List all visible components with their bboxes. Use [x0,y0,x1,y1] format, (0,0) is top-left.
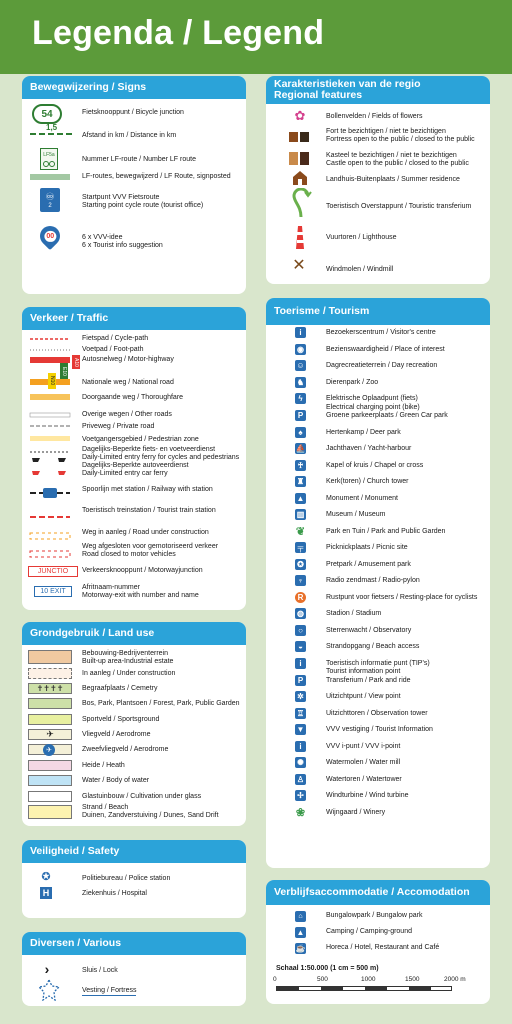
windmill-icon: ✕ [292,257,306,274]
tourism-item-label: Watertoren / Watertower [326,775,402,783]
regional-item: Fortress open to the public / closed to the public [326,136,475,143]
tourism-item-label: Strandopgang / Beach access [326,643,420,650]
tourism-item-label: Groene parkeerplaats / Green Car park [326,412,448,419]
tourism-item-label: Monument / Monument [326,494,398,502]
landuse-card [22,622,246,826]
landuse-item: In aanleg / Under construction [82,670,176,677]
traffic-item: Priveweg / Private road [82,423,155,430]
safety-item: Ziekenhuis / Hospital [82,890,147,897]
junction-label: JUNCTIO [28,566,78,577]
accommodation-item: Horeca / Hotel, Restaurant and Café [326,944,440,951]
lf-signposted-line [30,174,70,180]
landuse-item: Bebouwing-Bedrijventerrein [82,650,168,657]
summer-residence-icon [292,170,308,186]
tourism-item-label: Jachthaven / Yacht-harbour [326,445,412,452]
scale-bar [276,986,452,991]
traffic-item: Spoorlijn met station / Railway with station [82,486,213,493]
wind-turbine-icon: ✢ [294,789,307,802]
beach-swatch [28,805,72,819]
tourism-item-label: Windturbine / Wind turbine [326,792,409,799]
hospital-icon: H [40,887,52,899]
tourism-item-label: Pretpark / Amusement park [326,560,411,568]
scale-tick-label: 0 [273,976,277,983]
traffic-item: Voetgangersgebied / Pedestrian zone [82,436,199,443]
landuse-item: Heide / Heath [82,762,125,769]
signs-title: Bewegwijzering / Signs [22,76,246,99]
deer-park-icon: ♠ [294,426,307,439]
traffic-item: Road closed to motor vehicles [82,551,176,558]
traffic-item: Dagelijks-Beperkte autoveerdienst [82,462,189,469]
cemetery-swatch: ✝✝✝✝ [28,683,72,694]
lf-route-icon [40,148,58,170]
tourism-item-label: VVV vestiging / Tourist Information [326,726,433,733]
suggestion-number: 00 [46,232,54,240]
tourism-item-label: Hertenkamp / Deer park [326,428,401,436]
tourism-item-label: Bezienswaardigheid / Place of interest [326,345,445,353]
accommodation-item: Camping / Camping-ground [326,928,412,935]
distance-number: 1,5 [46,123,58,132]
tourism-item-label: Tourist information point [326,668,401,675]
tourism-item-label: Museum / Museum [326,511,386,518]
tourist-suggestion-icon [36,222,64,250]
traffic-item: Doorgaande weg / Thoroughfare [82,394,184,401]
beach-access-icon: ◒ [294,640,307,653]
traffic-item: Nationale weg / National road [82,379,174,386]
tourism-item-label: Toeristisch informatie punt (TIP's) [326,659,430,667]
tourism-item-label: Park en Tuin / Park and Public Garden [326,527,446,535]
vvv-office-icon: ▼ [296,725,305,734]
traffic-item: Daily-Limited entry ferry for cycles and pedestrians [82,454,240,461]
picnic-icon: ╤ [294,541,307,554]
tourism-item-label: Radio zendmast / Radio-pylon [326,577,420,584]
regional-item: Windmolen / Windmill [326,266,394,273]
signs-item: Startpunt VVV Fietsroute [82,194,160,201]
amusement-park-icon: ✪ [294,558,307,571]
flower-fields-icon: ✿ [294,108,306,123]
various-card [22,932,246,1006]
traffic-item: Fietspad / Cycle-path [82,335,149,342]
regional-item: Vuurtoren / Lighthouse [326,234,397,241]
heath-swatch [28,760,72,771]
regional-card [266,76,490,284]
visitor-centre-icon: i [294,326,307,339]
camping-icon: ▲ [296,928,305,937]
traffic-item: Weg afgesloten voor gemotoriseerd verkeer [82,543,219,550]
radio-pylon-icon: ♆ [294,574,307,587]
aerodrome-swatch: ✈ [28,729,72,740]
tourism-item-label: Dagrecreatieterrein / Day recreation [326,362,438,369]
regional-item: Landhuis-Buitenplaats / Summer residence [326,176,460,183]
various-item: Sluis / Lock [82,967,118,974]
regional-item: Fort te bezichtigen / niet te bezichtigen [326,128,446,135]
greenhouse-swatch [28,791,72,802]
tourism-title: Toerisme / Tourism [266,298,490,325]
tourism-item-label: Dierenpark / Zoo [326,378,379,386]
watermill-icon: ✺ [294,756,307,769]
signs-item: LF-routes, bewegwijzerd / LF Route, signposted [82,173,231,180]
chapel-icon: ♰ [294,459,307,472]
vvv-point-icon: i [294,740,307,753]
regional-item: Kasteel te bezichtigen / niet te bezichtigen [326,152,457,159]
water-tower-icon: ♙ [296,774,305,784]
legend-header [0,0,512,74]
signs-item: Afstand in km / Distance in km [82,132,177,139]
traffic-item: Dagelijks-Beperkte fiets- en voetveerdienst [82,446,216,453]
observatory-icon: ○ [294,624,307,637]
landuse-item: Glastuinbouw / Cultivation under glass [82,793,202,800]
stadium-icon: ◍ [294,607,307,620]
resting-place-icon: R [294,591,307,604]
regional-item: Bollenvelden / Fields of flowers [326,113,423,120]
landuse-item: Zweefvliegveld / Aerodrome [82,746,169,753]
landuse-item: Sportveld / Sportsground [82,716,160,723]
safety-item: Politiebureau / Police station [82,875,171,882]
safety-title: Veiligheid / Safety [22,840,246,863]
glider-icon: ✈ [43,744,55,756]
traffic-card [22,307,246,610]
charging-point-icon: ϟ [294,392,307,405]
traffic-item: Motorway-exit with number and name [82,592,199,599]
exit-label: 10 EXIT [34,586,72,597]
tourism-item-label: Elektrische Oplaadpunt (fiets) [326,395,418,402]
lock-icon: › [44,961,50,977]
tourism-card [266,298,490,868]
regional-title-nl: Karakteristieken van de regio [274,78,421,90]
tourism-item-label: VVV i-punt / VVV i-point [326,742,401,750]
landuse-item: Water / Body of water [82,777,150,784]
signs-card [22,76,246,294]
tourism-item-label: Uitzichttoren / Observation tower [326,709,428,717]
traffic-item: Voetpad / Foot-path [82,346,144,353]
winery-icon: ❀ [295,806,306,819]
museum-icon: ▥ [296,510,305,519]
traffic-item: Daily-Limited entry car ferry [82,470,168,477]
place-of-interest-icon: ◉ [294,343,307,356]
forest-swatch [28,698,72,709]
day-recreation-icon: ☺ [296,361,305,370]
signs-item: 6 x Tourist info suggestion [82,242,163,249]
bicycle-icon: ♾ [45,191,55,203]
landuse-item: Begraafplaats / Cemetry [82,685,158,692]
road-number-e: E10 [60,363,68,379]
tourism-item-label: Transferium / Park and ride [326,676,411,684]
tourism-item-label: Uitzichtpunt / View point [326,693,401,700]
regional-title-en: Regional features [274,89,363,101]
landuse-item: Strand / Beach [82,804,129,811]
signs-item: Starting point cycle route (tourist office) [82,202,204,209]
traffic-item: Afritnaam-nummer [82,584,140,591]
signs-item: Nummer LF-route / Number LF route [82,156,196,163]
tourism-item-label: Wijngaard / Winery [326,808,386,816]
landuse-item: Vliegveld / Aerodrome [82,731,151,738]
accommodation-card [266,880,490,1004]
fortress-icon [38,979,60,1001]
traffic-item: Overige wegen / Other roads [82,411,172,418]
scale-tick-label: 1500 [405,976,420,983]
tourism-item-label: Rustpunt voor fietsers / Resting-place for cyclists [326,593,478,601]
water-swatch [28,775,72,786]
sportsground-swatch [28,714,72,725]
tourism-item-label: Watermolen / Water mill [326,759,401,766]
police-icon: ✪ [41,870,51,883]
node-number: 54 [41,108,53,120]
start-number: 2 [48,202,52,209]
traffic-item: Toeristisch treinstation / Tourist train station [82,507,216,514]
castle-icon [288,150,310,166]
accommodation-title: Verblijfsaccommodatie / Accomodation [266,880,490,905]
start-point-icon [40,188,60,212]
tourism-item-label: Sterrenwacht / Observatory [326,626,412,634]
traffic-item: Weg in aanleg / Road under construction [82,529,209,536]
regional-item: Toeristisch Overstappunt / Touristic transferium [326,203,472,210]
landuse-item: Bos, Park, Plantsoen / Forest, Park, Public Garden [82,700,240,707]
landuse-title: Grondgebruik / Land use [22,622,246,645]
various-item: Vesting / Fortress [82,987,137,994]
fortress-open-icon [288,128,310,144]
signs-item: Fietsknooppunt / Bicycle junction [82,109,184,116]
zoo-icon: ♞ [296,377,305,387]
landuse-item: Duinen, Zandverstuiving / Dunes, Sand Drift [82,812,219,819]
bicycle-junction-icon [32,104,62,124]
tourist-info-point-icon: i [294,657,307,670]
traffic-item: Verkeersknooppunt / Motorwayjunction [82,567,203,574]
tourism-item-label: Electrical charging point (bike) [326,403,420,411]
transferium-icon [290,188,312,218]
tourism-item-label: Kerk(toren) / Church tower [326,478,409,485]
road-number-a: A10 [72,355,80,369]
regional-title [266,76,490,104]
construction-swatch [28,668,72,679]
builtup-swatch [28,650,72,664]
various-title: Diversen / Various [22,932,246,955]
tourism-item-label: Picknickplaats / Picnic site [326,544,408,551]
regional-item: Castle open to the public / closed to the public [326,160,469,167]
yacht-harbour-icon: ⛵ [295,444,306,453]
scale-tick-label: 2000 m [444,976,466,983]
signs-item: 6 x VVV-idee [82,234,123,241]
safety-card [22,840,246,918]
scale-label: Schaal 1:50.000 (1 cm = 500 m) [276,965,379,972]
traffic-item: Autosnelweg / Motor-highway [82,356,174,363]
landuse-item: Built-up area-Industrial estate [82,658,174,665]
park-and-ride-icon: P [294,674,307,687]
lf-label: LF5a [43,151,55,158]
monument-icon: ▲ [296,493,305,503]
page-title: Legenda / Legend [32,14,325,52]
tourism-item-label: Kapel of kruis / Chapel or cross [326,461,424,469]
green-car-park-icon: P [294,409,307,422]
road-number-n: N10 [48,373,56,389]
viewpoint-icon: ✲ [294,690,307,703]
park-garden-icon: ❦ [295,525,306,538]
scale-tick-label: 500 [317,976,328,983]
observation-tower-icon: ♖ [296,708,305,718]
lighthouse-icon [294,224,306,250]
church-tower-icon: ♜ [296,477,305,486]
tourism-item-label: Bezoekerscentrum / Visitor's centre [326,329,436,336]
horeca-icon: ☕ [295,944,306,953]
scale-tick-label: 1000 [361,976,376,983]
accommodation-item: Bungalowpark / Bungalow park [326,912,423,919]
bungalow-park-icon: ⌂ [294,910,307,923]
traffic-title: Verkeer / Traffic [22,307,246,330]
tourism-item-label: Stadion / Stadium [326,610,382,617]
